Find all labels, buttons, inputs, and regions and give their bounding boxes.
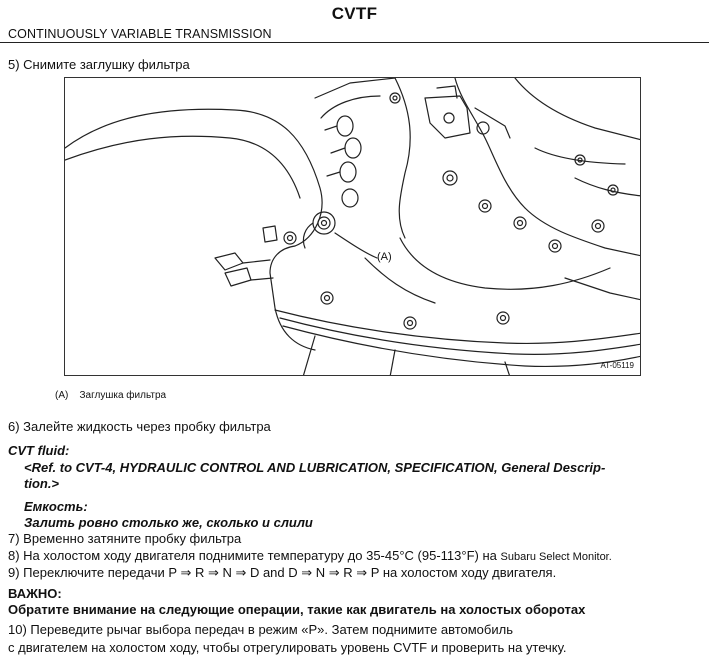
capacity-label: Емкость: bbox=[24, 499, 88, 514]
cvt-fluid-reference-line-2: tion.> bbox=[24, 476, 60, 491]
page-title: CVTF bbox=[331, 4, 378, 23]
step-8-monitor: Subaru Select Monitor. bbox=[500, 551, 612, 563]
cvt-fluid-reference-line-1: <Ref. to CVT-4, HYDRAULIC CONTROL AND LUBRICATION, SPECIFICATION, General Descrip- bbox=[24, 460, 606, 475]
step-5: 5) Снимите заглушку фильтра bbox=[8, 57, 190, 72]
transmission-illustration bbox=[64, 77, 641, 376]
figure-callout-a: (A) bbox=[377, 251, 392, 263]
header-divider bbox=[0, 42, 709, 43]
figure-code: AT-05119 bbox=[600, 361, 634, 370]
section-title: CONTINUOUSLY VARIABLE TRANSMISSION bbox=[8, 27, 272, 41]
step-9: 9) Переключите передачи P ⇒ R ⇒ N ⇒ D and D ⇒ N ⇒ R ⇒ P на холостом ходу двигателя. bbox=[8, 565, 557, 580]
figure-caption bbox=[55, 390, 166, 401]
transmission-drawing bbox=[65, 78, 641, 376]
caption-text: Заглушка фильтра bbox=[79, 390, 167, 401]
caption-ref: (A) bbox=[55, 390, 69, 401]
important-text: Обратите внимание на следующие операции, такие как двигатель на холостых оборотах bbox=[8, 602, 586, 617]
step-7: 7) Временно затяните пробку фильтра bbox=[8, 531, 242, 546]
step-8 bbox=[8, 548, 612, 563]
capacity-text: Залить ровно столько же, сколько и слили bbox=[24, 515, 313, 530]
important-label: ВАЖНО: bbox=[8, 586, 62, 601]
step-10-line-1: 10) Переведите рычаг выбора передач в режим «P». Затем поднимите автомобиль bbox=[8, 622, 513, 637]
cvt-fluid-label: CVT fluid: bbox=[8, 443, 70, 458]
step-6: 6) Залейте жидкость через пробку фильтра bbox=[8, 419, 271, 434]
step-8-text: 8) На холостом ходу двигателя поднимите температуру до 35-45°C (95-113°F) на bbox=[8, 548, 497, 563]
step-10-line-2: с двигателем на холостом ходу, чтобы отрегулировать уровень CVTF и проверить на утечку. bbox=[8, 640, 567, 655]
